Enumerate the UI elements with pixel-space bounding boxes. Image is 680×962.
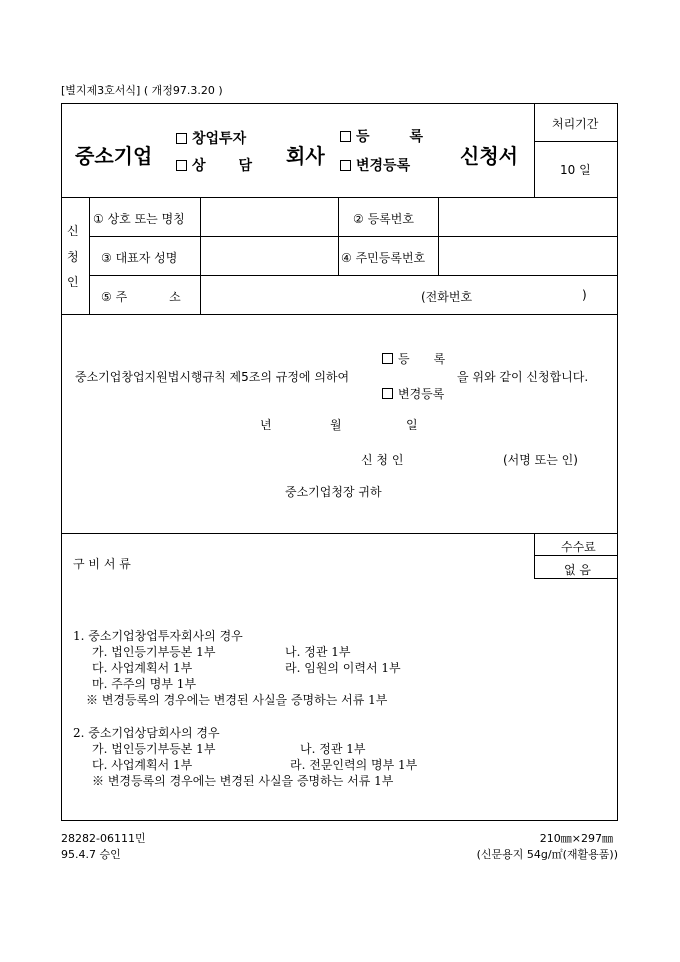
registration-number-label: ② 등록번호 — [353, 212, 414, 226]
list-item: 가. 법인등기부등본 1부 — [92, 645, 216, 659]
applicant-side-3: 인 — [67, 275, 79, 289]
recipient: 중소기업청장 귀하 — [285, 485, 382, 499]
list-item: 다. 사업계획서 1부 — [92, 661, 193, 675]
checkbox[interactable] — [382, 353, 393, 364]
date-day-label: 일 — [406, 418, 418, 432]
list-note: ※ 변경등록의 경우에는 변경된 사실을 증명하는 서류 1부 — [92, 774, 394, 788]
option-consult: 상 담 — [176, 155, 252, 175]
processing-period-label: 처리기간 — [552, 117, 599, 131]
option-change-register: 변경등록 — [340, 155, 410, 175]
list-item: 나. 정관 1부 — [300, 742, 366, 756]
processing-period-value: 10 일 — [560, 163, 591, 177]
representative-name-field[interactable] — [201, 238, 337, 276]
company-name-field[interactable] — [201, 199, 337, 237]
list-item: 다. 사업계획서 1부 — [92, 758, 193, 772]
divider — [534, 578, 618, 579]
checkbox[interactable] — [340, 160, 351, 171]
divider — [62, 197, 618, 198]
fee-label: 수수료 — [561, 540, 596, 554]
divider — [534, 141, 618, 142]
fee-value: 없 음 — [564, 563, 591, 577]
checkbox[interactable] — [340, 131, 351, 142]
representative-name-label: ③ 대표자 성명 — [101, 251, 178, 265]
form-number: 28282-06111민 — [61, 832, 146, 845]
checkbox[interactable] — [382, 388, 393, 399]
option-register: 등 록 — [340, 126, 423, 146]
statement-suffix: 을 위와 같이 신청합니다. — [457, 370, 589, 384]
statement-prefix: 중소기업창업지원법시행규칙 제5조의 규정에 의하여 — [75, 370, 350, 384]
company-name-label: ① 상호 또는 명칭 — [93, 212, 185, 226]
signature-note: (서명 또는 인) — [503, 453, 578, 467]
date-year-label: 년 — [260, 418, 272, 432]
phone-close: ) — [582, 288, 587, 302]
section-2-title: 2. 중소기업상담회사의 경우 — [73, 726, 220, 740]
section-1-title: 1. 중소기업창업투자회사의 경우 — [73, 629, 243, 643]
form-code: [별지제3호서식] ( 개정97.3.20 ) — [61, 84, 223, 97]
approval-date: 95.4.7 승인 — [61, 848, 121, 861]
applicant-side-1: 신 — [67, 224, 79, 238]
phone-field[interactable] — [508, 277, 578, 315]
title-prefix: 중소기업 — [75, 144, 153, 168]
checkbox[interactable] — [176, 160, 187, 171]
list-item: 라. 전문인력의 명부 1부 — [290, 758, 418, 772]
phone-label: (전화번호 — [421, 290, 473, 304]
applicant-side-2: 청 — [67, 250, 79, 264]
paper-size: 210㎜×297㎜ — [539, 832, 613, 845]
checkbox[interactable] — [176, 133, 187, 144]
resident-number-label: ④ 주민등록번호 — [341, 251, 426, 265]
statement-option-change: 변경등록 — [382, 385, 444, 402]
divider — [534, 555, 618, 556]
date-month-label: 월 — [330, 418, 342, 432]
address-field[interactable] — [201, 277, 415, 315]
divider — [534, 104, 535, 197]
registration-number-field[interactable] — [440, 199, 616, 237]
title-company: 회사 — [286, 144, 325, 168]
resident-number-field[interactable] — [440, 238, 616, 276]
address-label: ⑤ 주 소 — [101, 290, 181, 304]
option-invest: 창업투자 — [176, 128, 246, 148]
list-item: 가. 법인등기부등본 1부 — [92, 742, 216, 756]
divider — [89, 197, 90, 314]
title-suffix: 신청서 — [460, 144, 518, 168]
list-item: 마. 주주의 명부 1부 — [92, 677, 197, 691]
required-documents-label: 구 비 서 류 — [73, 557, 131, 571]
list-item: 라. 임원의 이력서 1부 — [285, 661, 401, 675]
applicant-sign-label: 신 청 인 — [361, 453, 404, 467]
list-note: ※ 변경등록의 경우에는 변경된 사실을 증명하는 서류 1부 — [86, 693, 388, 707]
list-item: 나. 정관 1부 — [285, 645, 351, 659]
statement-option-register: 등 록 — [382, 350, 445, 367]
paper-spec: (신문용지 54g/㎡(재활용품)) — [476, 848, 618, 861]
